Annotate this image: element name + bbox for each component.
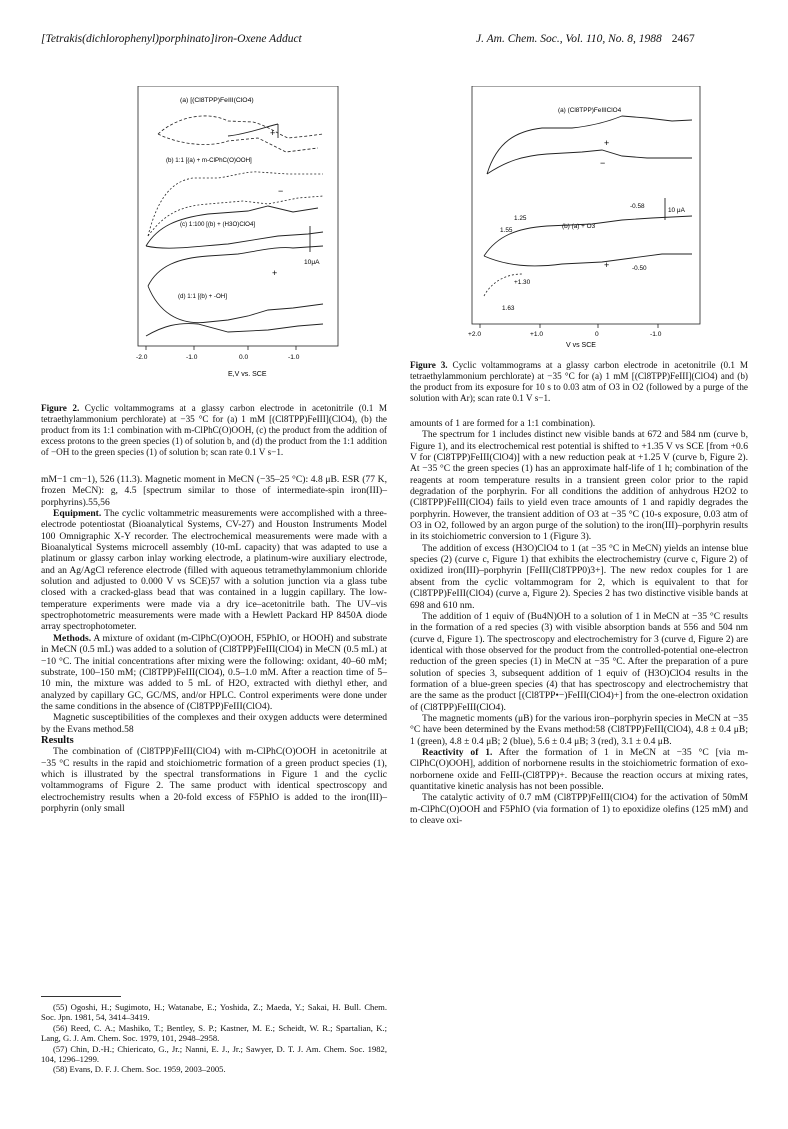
paragraph-equipment bbox=[41, 508, 387, 633]
paragraph-methods bbox=[41, 633, 387, 712]
x-axis-label: V vs SCE bbox=[566, 342, 596, 348]
figure-2-plot bbox=[118, 86, 348, 391]
label-curve-d: (d) 1:1 [(b) + -OH] bbox=[178, 293, 227, 300]
paragraph: The combination of (Cl8TPP)FeIII(ClO4) with m-ClPhC(O)OOH in acetonitrile at −35 °C results in the rapid and stoichiometric formation of a green product species (1), which is illustrated by the spectral transformations in Figure 1 and the cyclic voltammograms of Figure 2. The same product with identical spectroscopy and electrochemistry results when a 20-fold excess of F5PhIO is added to the iron(III)–porphyrin (only small bbox=[41, 746, 387, 814]
minus-marker: − bbox=[600, 158, 606, 168]
journal-citation bbox=[476, 33, 695, 45]
paragraph-text: The cyclic voltammetric measurements were accomplished with a three-electrode potentiostat (Bioanalytical Systems, CV-27) and Houston Instruments Model 100 Omnigraphic X-Y recorder. The electrochemical measurements were made with a Bioanalytical Systems microcell assembly (10-mL capacity) that was adapted to use a platinum or glassy carbon inlay working electrode, a platinum-wire auxiliary electrode, and an Ag/AgCl reference electrode (filled with aqueous tetramethylammonium chloride solution and adjusted to 0.000 V vs SCE)57 with a solution junction via a glass tube closed with a cracked-glass bead that was contained in a luggin capillary. The low-temperature experiments were made via a dry ice–acetonitrile bath. The UV–vis spectrophotometric measurements were made with a Hewlett Packard HP 8450A diode array spectrophotometer. bbox=[41, 508, 387, 633]
page-number: 2467 bbox=[671, 33, 695, 45]
figure-3 bbox=[462, 86, 712, 348]
footnote-rule bbox=[41, 996, 121, 997]
peak-label: 1.63 bbox=[502, 305, 515, 312]
paragraph-text: A mixture of oxidant (m-ClPhC(O)OOH, F5PhIO, or HOOH) and substrate in MeCN (0.5 mL) was added to a solution of (Cl8TPP)FeIII(ClO4) in MeCN (0.5 mL) at −10 °C. The initial concentrations after mixing were the following: oxidant, 40–60 mM; substrate, 100–150 mM; (Cl8TPP)FeIII(ClO4), 0.5–1.0 mM. After a reaction time of 5–10 min, the mixture was added to 5 mL of H2O, extracted with diethyl ether, and analyzed by capillary GC, GC/MS, and/or HPLC. Control experiments were done under the same conditions in the absence of (Cl8TPP)FeIII(ClO4). bbox=[41, 632, 388, 712]
section-title: Results bbox=[41, 734, 74, 746]
plus-marker: + bbox=[270, 128, 276, 138]
curve-d-lower bbox=[146, 324, 323, 337]
paragraph: Magnetic susceptibilities of the complexes and their oxygen adducts were determined by the Evans method.58 bbox=[41, 712, 387, 735]
label-curve-a: (a) [(Cl8TPP)FeIII(ClO4) bbox=[180, 97, 254, 104]
right-column-text bbox=[410, 418, 748, 826]
minus-marker: − bbox=[278, 186, 284, 196]
scale-label: 10μA bbox=[304, 259, 320, 266]
figure-2-caption bbox=[41, 403, 387, 458]
run-in-head: Methods. bbox=[53, 632, 92, 644]
x-tick: +1.0 bbox=[530, 331, 544, 338]
caption-text: Cyclic voltammograms at a glassy carbon electrode in acetonitrile (0.1 M tetraethylammonium perchlorate) at −35 °C for (a) 1 mM [(Cl8TPP)FeIII](ClO4) and (b) the product from its exposure for 10 s to 0.03 atm of O3 in O2 (followed by a purge of the solution with Ar); scan rate 0.1 V s−1. bbox=[410, 360, 749, 403]
references bbox=[41, 1002, 387, 1075]
label-curve-b: (b) 1:1 [(a) + m-ClPhC(O)OOH] bbox=[166, 157, 252, 164]
peak-label: 1.55 bbox=[500, 227, 513, 234]
x-axis-label: E,V vs. SCE bbox=[228, 371, 267, 378]
paragraph: mM−1 cm−1), 526 (11.3). Magnetic moment in MeCN (−35–25 °C): 4.8 μB. ESR (77 K, frozen MeCN): g, 4.5 [spectrum similar to those of intermediate-spin iron(III)–porphyrins).55,56 bbox=[41, 474, 387, 508]
paragraph: The spectrum for 1 includes distinct new visible bands at 672 and 584 nm (curve b, Figure 1), and its electrochemical rest potential is shifted to +1.35 V vs SCE [from +0.6 V for (Cl8TPP)FeIII(ClO4)] with a new reduction peak at +1.25 V (curve b, Figure 2). At −35 °C the green species (1) has an approximate half-life of 1 h; combination of the reagents at room temperature results in a transient green color prior to the rapid degradation of the porphyrin. For all conditions the addition of anhydrous H2O2 to (Cl8TPP)FeIII(ClO4) fails to yield even trace amounts of 1 and rapidly degrades the porphyrin. However, the transient addition of O3 at −35 °C (10-s exposure, 0.03 atm of O3 in O2, followed by an argon purge of the solution) to the iron(III)–porphyrin results in its stoichiometric conversion to 1 (Figure 3). bbox=[410, 429, 748, 543]
running-title: [Tetrakis(dichlorophenyl)porphinato]iron-Oxene Adduct bbox=[41, 33, 302, 45]
paragraph: The magnetic moments (μB) for the various iron–porphyrin species in MeCN at −35 °C have been determined by the Evans method:58 (Cl8TPP)FeIII(ClO4), 4.8 ± 0.4 μB; 1 (green), 4.8 ± 0.4 μB; 2 (blue), 5.6 ± 0.4 μB; 3 (red), 3.1 ± 0.4 μB. bbox=[410, 712, 748, 747]
curve-a bbox=[487, 116, 692, 174]
x-tick: -1.0 bbox=[186, 354, 198, 361]
peak-label: 1.25 bbox=[514, 215, 527, 222]
caption-text: Cyclic voltammograms at a glassy carbon electrode in acetonitrile (0.1 M tetraethylammonium perchlorate) at −35 °C for (a) 1 mM [(Cl8TPP)FeIII](ClO4), (b) the product from its 1:1 combination with m-ClPhC(O)OOH, (c) the product from the addition of excess protons to the green species (1) of solution b, and (d) the product from the 1:1 addition of −OH to the green species (1) of solution b; scan rate 0.1 V s−1. bbox=[41, 403, 388, 457]
paragraph: The addition of excess (H3O)ClO4 to 1 (at −35 °C in MeCN) yields an intense blue species (2) (curve c, Figure 1) that exhibits the electrochemistry (curve c, Figure 2) of oxidized iron(III)–porphyrin [FeIII(Cl8TPP0)3+]. The new redox couples for 1 are absent from the cyclic voltammogram for 2, which is equivalent to that for (Cl8TPP)FeIII(ClO4) (curve a, Figure 2). Species 2 has two distinctive visible bands at 698 and 610 nm. bbox=[410, 542, 748, 611]
figure-3-caption bbox=[410, 360, 748, 404]
run-in-head: Reactivity of 1. bbox=[422, 746, 493, 758]
peak-label: +1.30 bbox=[514, 279, 531, 286]
run-in-head: Equipment. bbox=[53, 508, 102, 520]
caption-title: Figure 2. bbox=[41, 403, 80, 413]
label-curve-b: (b) (a) + O3 bbox=[562, 223, 596, 230]
plus-marker-2: + bbox=[604, 260, 610, 270]
peak-label: -0.58 bbox=[630, 203, 645, 210]
reference-item: (57) Chin, D.-H.; Chiericato, G., Jr.; Nanni, E. J., Jr.; Sawyer, D. T. J. Am. Chem. Soc. 1982, 104, 1296–1299. bbox=[41, 1043, 387, 1065]
peak-label: -0.50 bbox=[632, 265, 647, 272]
left-column-text bbox=[41, 474, 387, 814]
x-tick: -2.0 bbox=[136, 354, 148, 361]
x-tick: -1.0 bbox=[288, 354, 300, 361]
paragraph: The catalytic activity of 0.7 mM (Cl8TPP)FeIII(ClO4) for the activation of 50mM m-ClPhC(O)OOH and F5PhIO (via formation of 1) to epoxidize olefins (125 mM) and to cleave oxi- bbox=[410, 792, 748, 827]
label-curve-a: (a) (Cl8TPP)FeIIIClO4 bbox=[558, 107, 622, 114]
paragraph-reactivity bbox=[410, 747, 748, 792]
plot-frame bbox=[472, 86, 700, 324]
paragraph: The addition of 1 equiv of (Bu4N)OH to a solution of 1 in MeCN at −35 °C results in the formation of a red species (3) with visible absorption bands at 556 and 504 nm (curve d, Figure 1). The spectroscopy and electrochemistry for 3 (curve d, Figure 2) are identical with those observed for the product from the controlled-potential one-electron reduction of the green species (1) in MeCN at −35 °C. After the preparation of a pure solution of species 3, subsequent addition of 1 equiv of (H3O)ClO4 results in the formation of a blue-green species (4) that has spectroscopy and electrochemistry that are the same as the product [(Cl8TPP•−)FeIII(ClO4)+] from the one-electron oxidation of (Cl8TPP)FeIII(ClO4). bbox=[410, 610, 748, 713]
plus-marker: + bbox=[604, 138, 610, 148]
journal-name: J. Am. Chem. Soc., Vol. 110, No. 8, 1988 bbox=[476, 33, 662, 45]
x-tick: 0.0 bbox=[239, 354, 249, 361]
x-tick: -1.0 bbox=[650, 331, 662, 338]
paragraph-text: After the formation of 1 in MeCN at −35 °C [via m-ClPhC(O)OOH], addition of norbornene results in the stoichiometric formation of exo-norbornene oxide and FeIII-(Cl8TPP)+. Because the reaction occurs at mixing rates, quantitative kinetic analysis has not been possible. bbox=[410, 746, 749, 792]
curve-d bbox=[148, 246, 323, 323]
plus-marker-2: + bbox=[272, 268, 278, 278]
reference-item: (58) Evans, D. F. J. Chem. Soc. 1959, 2003–2005. bbox=[53, 1064, 226, 1075]
x-tick: +2.0 bbox=[468, 331, 482, 338]
label-curve-c: (c) 1:100 [(b) + (H3O)ClO4] bbox=[180, 221, 256, 228]
reference-item: (55) Ogoshi, H.; Sugimoto, H.; Watanabe, E.; Yoshida, Z.; Maeda, Y.; Sakai, H. Bull. Chem. Soc. Jpn. 1981, 54, 3414–3419. bbox=[41, 1002, 387, 1023]
reference-item: (56) Reed, C. A.; Mashiko, T.; Bentley, S. P.; Kastner, M. E.; Scheidt, W. R.; Spartalian, K.; Lang, G. J. Am. Chem. Soc. 1979, 101, 2948–2958. bbox=[41, 1022, 387, 1044]
x-tick: 0 bbox=[595, 331, 599, 338]
figure-3-plot bbox=[462, 86, 712, 348]
figure-2 bbox=[118, 86, 348, 391]
paragraph: amounts of 1 are formed for a 1:1 combination). bbox=[410, 418, 596, 429]
caption-title: Figure 3. bbox=[410, 360, 448, 370]
scale-label: 10 μA bbox=[668, 207, 685, 214]
